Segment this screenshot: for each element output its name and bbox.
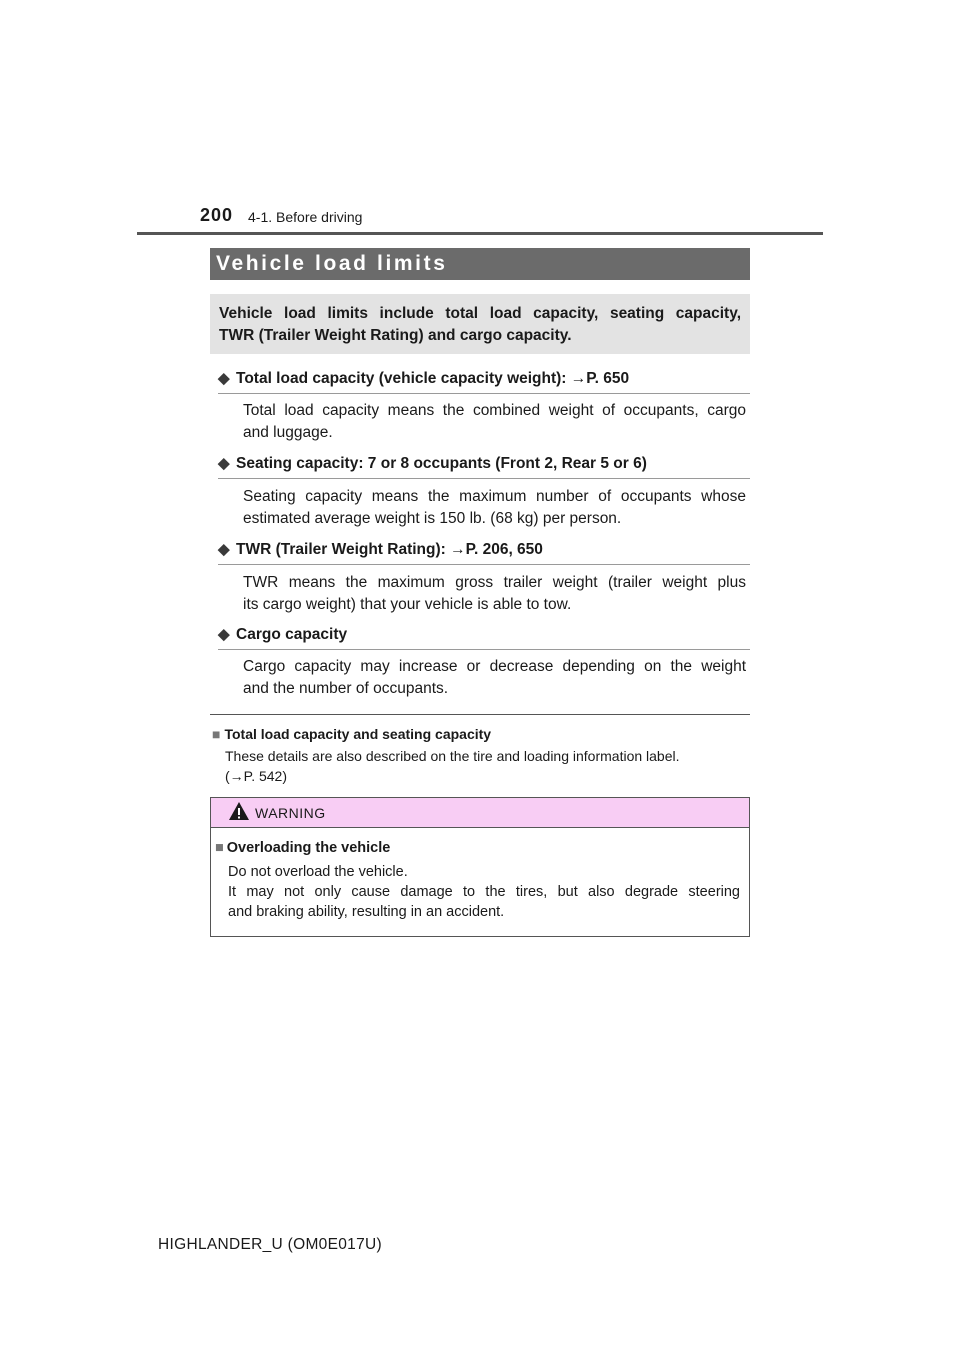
square-bullet-icon: ■ xyxy=(215,840,224,856)
diamond-bullet-icon: ◆ xyxy=(218,455,230,472)
diamond-bullet-icon: ◆ xyxy=(218,626,230,643)
page-reference: P. 650 xyxy=(586,370,630,387)
section-reference: 4-1. Before driving xyxy=(248,209,363,225)
item-heading-total-load xyxy=(218,369,750,394)
body-line: estimated average weight is 150 lb. (68 kg) per person. xyxy=(243,510,622,527)
footer-model-code: HIGHLANDER_U (OM0E017U) xyxy=(158,1236,382,1253)
item-heading-twr xyxy=(218,540,750,565)
intro-line: Vehicle load limits include total load capacity, seating capacity, xyxy=(219,305,741,322)
body-line: Total load capacity means the combined weight of occupants, cargo xyxy=(243,402,746,419)
note-heading-text: Total load capacity and seating capacity xyxy=(224,726,492,742)
paren-text: ( xyxy=(225,768,230,784)
page-number: 200 xyxy=(200,205,234,225)
intro-line: TWR (Trailer Weight Rating) and cargo capacity. xyxy=(219,327,572,344)
body-line: its cargo weight) that your vehicle is able to tow. xyxy=(243,596,572,613)
item-body-cargo xyxy=(243,656,746,700)
note-line: These details are also described on the tire and loading information label. xyxy=(225,748,680,764)
warning-triangle-icon xyxy=(228,801,250,821)
intro-box xyxy=(210,294,750,354)
body-line: TWR means the maximum gross trailer weight (trailer weight plus xyxy=(243,574,746,591)
header-rule xyxy=(137,232,823,235)
note-line xyxy=(225,766,745,786)
page-reference: P. 206, 650 xyxy=(465,541,543,558)
body-line: and the number of occupants. xyxy=(243,680,449,697)
warning-body xyxy=(228,862,740,922)
body-line: and luggage. xyxy=(243,424,333,441)
arrow-right-icon: → xyxy=(570,370,587,387)
item-heading-text: TWR (Trailer Weight Rating): xyxy=(236,541,451,558)
item-body-total-load xyxy=(243,400,746,444)
warning-label: WARNING xyxy=(255,805,326,821)
square-bullet-icon: ■ xyxy=(212,726,221,742)
item-heading-text: Seating capacity: 7 or 8 occupants (Front 2, Rear 5 or 6) xyxy=(236,455,647,472)
warning-title xyxy=(215,840,390,856)
warning-line: It may not only cause damage to the tires, but also degrade steering xyxy=(228,884,740,900)
warning-box xyxy=(210,797,750,937)
warning-title-text: Overloading the vehicle xyxy=(226,840,391,856)
item-heading-seating xyxy=(218,454,750,479)
diamond-bullet-icon: ◆ xyxy=(218,370,230,387)
note-body xyxy=(225,746,745,786)
body-line: Seating capacity means the maximum number of occupants whose xyxy=(243,488,746,505)
section-title: Vehicle load limits xyxy=(210,248,750,280)
note-heading xyxy=(212,726,491,742)
item-heading-cargo xyxy=(218,625,750,650)
arrow-right-icon: → xyxy=(450,541,466,558)
warning-line: Do not overload the vehicle. xyxy=(228,864,408,880)
warning-line: and braking ability, resulting in an accident. xyxy=(228,904,505,920)
warning-header xyxy=(211,798,749,828)
body-line: Cargo capacity may increase or decrease depending on the weight xyxy=(243,658,746,675)
page-reference: P. 542) xyxy=(243,768,288,784)
item-heading-text: Cargo capacity xyxy=(236,626,348,643)
item-heading-text: Total load capacity (vehicle capacity weight): xyxy=(236,370,571,387)
item-body-seating xyxy=(243,486,746,530)
diamond-bullet-icon: ◆ xyxy=(218,541,230,558)
note-divider xyxy=(210,714,750,715)
item-body-twr xyxy=(243,572,746,616)
arrow-right-icon: → xyxy=(229,768,244,784)
